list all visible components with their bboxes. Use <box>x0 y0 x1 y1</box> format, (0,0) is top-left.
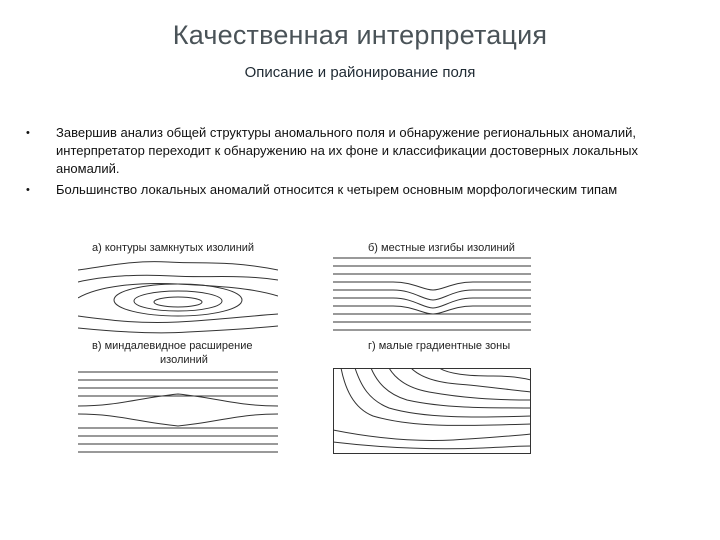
caption-a: а) контуры замкнутых изолиний <box>92 242 255 254</box>
caption-c-line2: изолиний <box>160 354 208 366</box>
bullet-item <box>26 124 656 178</box>
bullet-list <box>26 124 656 202</box>
bullet-icon: • <box>26 184 30 196</box>
slide-subtitle: Описание и районирование поля <box>244 64 476 81</box>
bullet-item <box>26 181 656 199</box>
figure-d-gradient-zones <box>333 368 531 454</box>
figure-c-almond-widening <box>78 368 278 454</box>
bullet-icon: • <box>26 127 30 139</box>
bullet-text: Большинство локальных аномалий относится к четырем основным морфологическим типам <box>56 182 618 197</box>
bullet-text: Завершив анализ общей структуры аномального поля и обнаружение региональных аномалий, интерпретатор переходит к обнаружению на их фоне и классификации достоверных локальных аномалий. <box>56 125 639 176</box>
figure-b-local-bends <box>333 256 531 336</box>
caption-b: б) местные изгибы изолиний <box>368 242 515 254</box>
caption-d: г) малые градиентные зоны <box>368 340 511 352</box>
figure-a-closed-contours <box>78 256 278 336</box>
caption-c-line1: в) миндалевидное расширение <box>92 340 253 352</box>
slide-title: Качественная интерпретация <box>172 20 548 50</box>
